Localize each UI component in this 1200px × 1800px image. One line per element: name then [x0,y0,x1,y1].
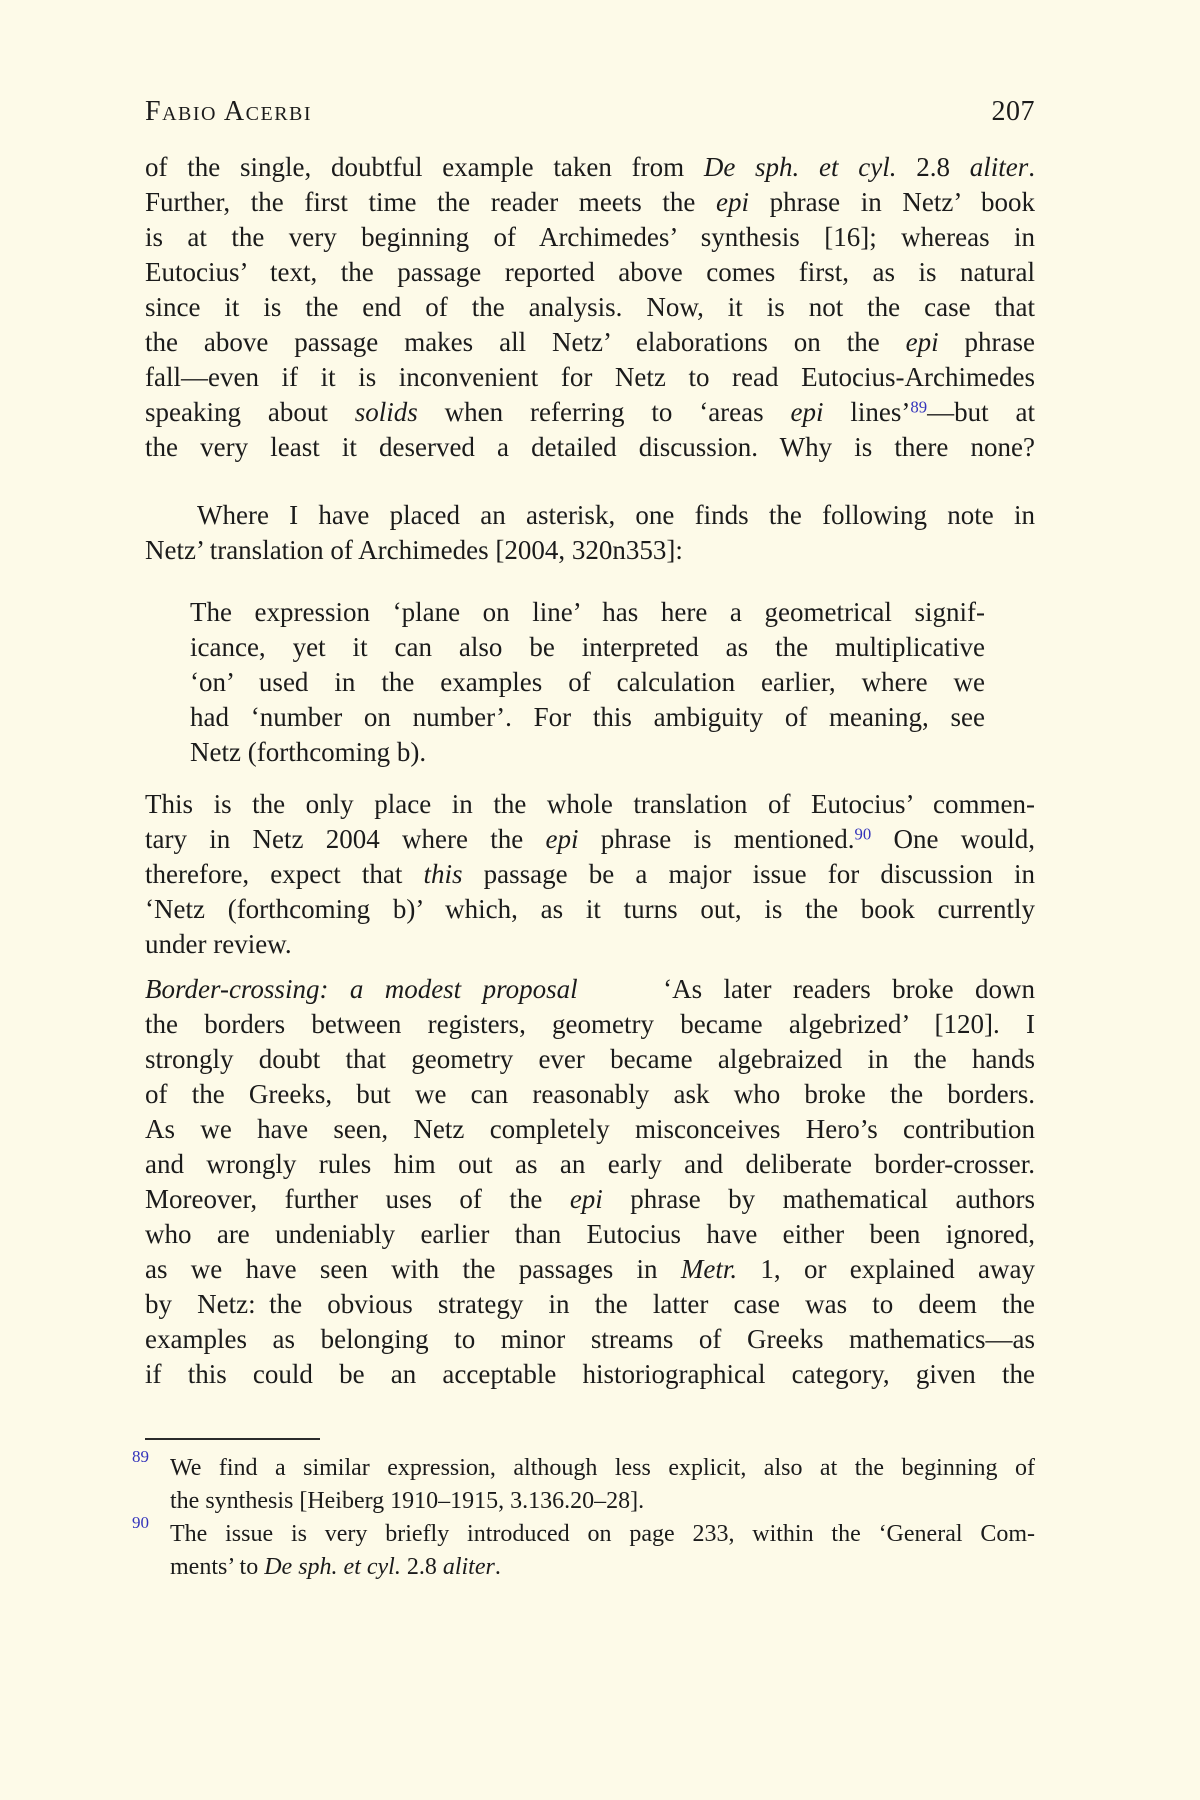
text-run: icance, yet it can also be interpreted as the multiplicative [190,632,985,662]
text-run: passage be a major issue for discussion in [462,859,1035,889]
paragraph-3 [145,787,1035,962]
text-run: Further, the first time the reader meets the [145,187,717,217]
text-line [170,1452,1035,1485]
text-line [190,665,985,700]
text-run: therefore, expect that [145,859,424,889]
text-run: since it is the end of the analysis. Now, it is not the case that [145,292,1035,322]
text-line [145,857,1035,892]
text-run: phrase in Netz’ book [749,187,1035,217]
paragraph-border-crossing [145,972,1035,1392]
text-run: The issue is very briefly introduced on page 233, within the ‘General Com- [170,1521,1035,1547]
text-line [145,1042,1035,1077]
text-line [145,498,1035,533]
text-run: had ‘number on number’. For this ambiguity of meaning, see [190,702,985,732]
text-run: phrase by mathematical authors [602,1184,1035,1214]
footnote-ref-link[interactable]: 89 [910,397,928,417]
footnote-rule [145,1438,320,1440]
text-run: . [1028,152,1036,182]
text-run: 1, or explained away [737,1254,1035,1284]
text-run: As we have seen, Netz completely misconceives Hero’s contribution [145,1114,1035,1144]
text-line [145,1217,1035,1252]
text-run: by Netz: the obvious strategy in the latter case was to deem the [145,1289,1035,1319]
text-run: ‘As later readers broke down [577,974,1036,1004]
italic-text: De sph. et cyl. [264,1554,401,1580]
text-line [145,360,1035,395]
text-run: of the Greeks, but we can reasonably ask who broke the borders. [145,1079,1035,1109]
italic-text: solids [354,397,418,427]
text-line [145,822,1035,857]
footnote-marker[interactable]: 89 [132,1447,149,1466]
footnote-marker[interactable]: 90 [132,1513,149,1532]
text-line [145,533,1035,568]
italic-text: aliter [442,1554,495,1580]
text-line [190,595,985,630]
text-run: when referring to ‘areas [417,397,791,427]
text-run: One would, [871,824,1036,854]
text-line [145,1007,1035,1042]
text-run: Moreover, further uses of the [145,1184,570,1214]
text-run: We find a similar expression, although less explicit, also at the beginning of [170,1455,1035,1481]
text-run: fall—even if it is inconvenient for Netz to read Eutocius-Archimedes [145,362,1035,392]
text-run: examples as belonging to minor streams of Greeks mathematics—as [145,1324,1035,1354]
paragraph-2 [145,498,1035,568]
italic-text: epi [790,397,824,427]
text-run: The expression ‘plane on line’ has here a geometrical signif- [190,597,985,627]
text-run: the synthesis [Heiberg 1910–1915, 3.136.20–28]. [170,1488,645,1514]
text-line [145,220,1035,255]
text-run: is at the very beginning of Archimedes’ synthesis [16]; whereas in [145,222,1035,252]
footnote-90 [132,1513,1035,1584]
paragraph-1 [145,150,1035,465]
text-line [145,185,1035,220]
text-run: strongly doubt that geometry ever became algebraized in the hands [145,1044,1035,1074]
text-line [145,972,1035,1007]
text-line [145,1287,1035,1322]
blockquote-netz-note [190,595,985,770]
text-run: the borders between registers, geometry became algebrized’ [120]. I [145,1009,1035,1039]
text-line [145,395,1035,430]
text-run: Where I have placed an asterisk, one finds the following note in [197,500,1035,530]
running-header-author: Fabio Acerbi [145,96,313,127]
text-run: ments’ to [170,1554,265,1580]
text-run: tary in Netz 2004 where the [145,824,546,854]
text-run: as we have seen with the passages in [145,1254,681,1284]
page-number: 207 [991,96,1035,127]
text-run: ‘Netz (forthcoming b)’ which, as it turns out, is the book currently [145,894,1035,924]
text-line [145,255,1035,290]
text-run: Eutocius’ text, the passage reported above comes first, as is natural [145,257,1035,287]
footnotes [132,1447,1035,1584]
text-run: phrase [938,327,1036,357]
text-run: 2.8 [400,1554,443,1580]
text-line [145,1077,1035,1112]
text-line [190,630,985,665]
text-line [145,430,1035,465]
text-line [170,1551,1035,1584]
text-line [145,892,1035,927]
footnote-89 [132,1447,1035,1518]
text-run: the very least it deserved a detailed discussion. Why is there none? [145,432,1035,462]
text-run: phrase is mentioned. [578,824,855,854]
text-line [145,1147,1035,1182]
italic-text: De sph. et cyl. [703,152,897,182]
text-run: the above passage makes all Netz’ elaborations on the [145,327,906,357]
text-run: who are undeniably earlier than Eutocius have either been ignored, [145,1219,1035,1249]
text-run: lines’ [823,397,911,427]
text-line [145,927,1035,962]
text-line [145,1112,1035,1147]
italic-text: this [423,859,463,889]
text-run: speaking about [145,397,355,427]
text-line [190,735,985,770]
italic-text: epi [716,187,750,217]
text-line [145,290,1035,325]
italic-text: epi [569,1184,603,1214]
text-line [170,1518,1035,1551]
italic-text: aliter [969,152,1029,182]
text-run: if this could be an acceptable historiographical category, given the [145,1359,1035,1389]
text-run: Netz’ translation of Archimedes [2004, 320n353]: [145,535,683,565]
text-run: under review. [145,929,292,959]
text-run: This is the only place in the whole translation of Eutocius’ commen- [145,789,1035,819]
body-content [145,150,1035,1392]
text-run: ‘on’ used in the examples of calculation earlier, where we [190,667,985,697]
text-run: Netz (forthcoming b). [190,737,427,767]
italic-text: Metr. [680,1254,738,1284]
text-line [170,1485,1035,1518]
text-line [145,150,1035,185]
running-header [145,95,1035,128]
text-line [145,1182,1035,1217]
text-line [145,1357,1035,1392]
text-line [145,787,1035,822]
text-line [145,1252,1035,1287]
text-run: —but at [927,397,1036,427]
text-run: . [494,1554,501,1580]
text-line [190,700,985,735]
text-line [145,325,1035,360]
italic-text: epi [905,327,939,357]
text-run: and wrongly rules him out as an early and deliberate border-crosser. [145,1149,1035,1179]
italic-text: Border-crossing: a modest proposal [145,974,578,1004]
text-line [145,1322,1035,1357]
footnote-ref-link[interactable]: 90 [854,824,872,844]
text-run: 2.8 [896,152,970,182]
italic-text: epi [545,824,579,854]
text-run: of the single, doubtful example taken from [145,152,704,182]
